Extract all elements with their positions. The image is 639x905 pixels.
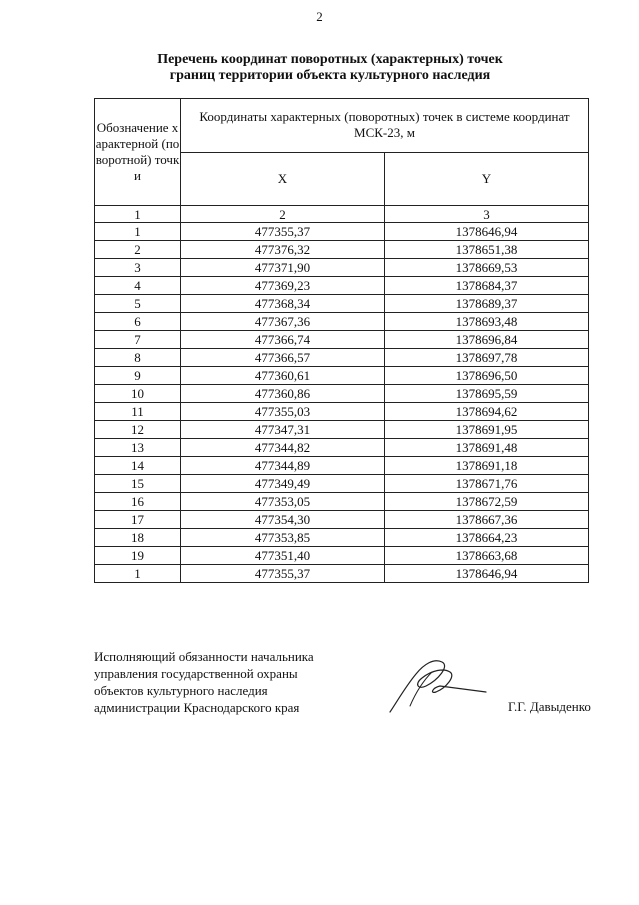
column-numbering-row — [95, 206, 589, 223]
x-cell: 477353,05 — [181, 493, 385, 511]
point-cell: 2 — [95, 241, 181, 259]
table-row — [95, 403, 589, 421]
point-cell: 19 — [95, 547, 181, 565]
table-row — [95, 223, 589, 241]
table-row — [95, 295, 589, 313]
y-cell: 1378664,23 — [385, 529, 589, 547]
table-row — [95, 547, 589, 565]
x-cell: 477355,03 — [181, 403, 385, 421]
x-cell: 477349,49 — [181, 475, 385, 493]
x-cell: 477360,86 — [181, 385, 385, 403]
y-cell: 1378694,62 — [385, 403, 589, 421]
x-cell: 477344,89 — [181, 457, 385, 475]
x-cell: 477367,36 — [181, 313, 385, 331]
x-cell: 477360,61 — [181, 367, 385, 385]
table-row — [95, 439, 589, 457]
point-cell: 8 — [95, 349, 181, 367]
y-cell: 1378691,48 — [385, 439, 589, 457]
table-row — [95, 349, 589, 367]
title-line-1: Перечень координат поворотных (характерных) точек — [157, 52, 503, 67]
x-cell: 477368,34 — [181, 295, 385, 313]
x-cell: 477354,30 — [181, 511, 385, 529]
position-line-1: Исполняющий обязанности начальника — [94, 649, 314, 664]
y-cell: 1378691,18 — [385, 457, 589, 475]
point-cell: 5 — [95, 295, 181, 313]
coordinates-table — [94, 98, 589, 583]
document-title — [100, 52, 560, 84]
x-cell: 477347,31 — [181, 421, 385, 439]
column-number: 1 — [95, 206, 181, 223]
x-cell: 477369,23 — [181, 277, 385, 295]
y-cell: 1378663,68 — [385, 547, 589, 565]
y-cell: 1378696,50 — [385, 367, 589, 385]
y-cell: 1378672,59 — [385, 493, 589, 511]
table-row — [95, 241, 589, 259]
table-row — [95, 457, 589, 475]
column-number: 2 — [181, 206, 385, 223]
position-line-3: объектов культурного наследия — [94, 683, 268, 698]
x-cell: 477355,37 — [181, 223, 385, 241]
header-coordinates: Координаты характерных (поворотных) точек в системе координат МСК-23, м — [181, 99, 589, 153]
y-cell: 1378691,95 — [385, 421, 589, 439]
x-cell: 477366,74 — [181, 331, 385, 349]
point-cell: 3 — [95, 259, 181, 277]
point-cell: 6 — [95, 313, 181, 331]
position-line-2: управления государственной охраны — [94, 666, 298, 681]
column-number: 3 — [385, 206, 589, 223]
x-cell: 477376,32 — [181, 241, 385, 259]
y-cell: 1378693,48 — [385, 313, 589, 331]
table-row — [95, 421, 589, 439]
point-cell: 7 — [95, 331, 181, 349]
x-cell: 477355,37 — [181, 565, 385, 583]
table-row — [95, 475, 589, 493]
table-row — [95, 385, 589, 403]
y-cell: 1378651,38 — [385, 241, 589, 259]
x-cell: 477353,85 — [181, 529, 385, 547]
header-x: X — [181, 152, 385, 206]
title-line-2: границ территории объекта культурного наследия — [169, 68, 491, 83]
point-cell: 13 — [95, 439, 181, 457]
point-cell: 4 — [95, 277, 181, 295]
signer-name: Г.Г. Давыденко — [508, 699, 591, 714]
y-cell: 1378671,76 — [385, 475, 589, 493]
table-row — [95, 313, 589, 331]
header-y: Y — [385, 152, 589, 206]
point-cell: 11 — [95, 403, 181, 421]
table-row — [95, 331, 589, 349]
y-cell: 1378667,36 — [385, 511, 589, 529]
y-cell: 1378646,94 — [385, 223, 589, 241]
y-cell: 1378697,78 — [385, 349, 589, 367]
handwritten-signature — [380, 650, 490, 720]
point-cell: 9 — [95, 367, 181, 385]
point-cell: 12 — [95, 421, 181, 439]
x-cell: 477351,40 — [181, 547, 385, 565]
table-row — [95, 259, 589, 277]
y-cell: 1378646,94 — [385, 565, 589, 583]
y-cell: 1378689,37 — [385, 295, 589, 313]
point-cell: 10 — [95, 385, 181, 403]
point-cell: 15 — [95, 475, 181, 493]
table-row — [95, 277, 589, 295]
page-number: 2 — [316, 9, 323, 24]
table-row — [95, 529, 589, 547]
header-point-designation: Обозначение характерной (поворотной) точки — [95, 99, 181, 206]
y-cell: 1378684,37 — [385, 277, 589, 295]
position-line-4: администрации Краснодарского края — [94, 700, 300, 715]
signatory-position — [94, 648, 384, 716]
x-cell: 477371,90 — [181, 259, 385, 277]
point-cell: 1 — [95, 223, 181, 241]
x-cell: 477344,82 — [181, 439, 385, 457]
table-row — [95, 565, 589, 583]
y-cell: 1378669,53 — [385, 259, 589, 277]
table-row — [95, 511, 589, 529]
y-cell: 1378695,59 — [385, 385, 589, 403]
x-cell: 477366,57 — [181, 349, 385, 367]
point-cell: 18 — [95, 529, 181, 547]
table-row — [95, 367, 589, 385]
y-cell: 1378696,84 — [385, 331, 589, 349]
point-cell: 16 — [95, 493, 181, 511]
point-cell: 1 — [95, 565, 181, 583]
point-cell: 14 — [95, 457, 181, 475]
table-row — [95, 493, 589, 511]
point-cell: 17 — [95, 511, 181, 529]
